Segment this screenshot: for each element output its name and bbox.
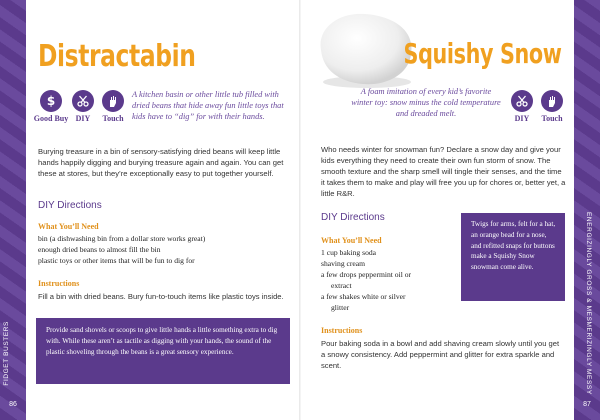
right-page-title: Squishy Snow (403, 37, 562, 70)
right-page (301, 0, 574, 420)
left-instructions: Fill a bin with dried beans. Bury fun-to-touch items like plastic toys inside. (38, 292, 284, 301)
touch-label-right: Touch (541, 114, 563, 123)
diy-label-right: DIY (514, 114, 530, 123)
svg-text:$: $ (46, 94, 56, 108)
right-directions-heading: DIY Directions (321, 212, 385, 223)
hand-icon (545, 94, 559, 108)
dollar-icon (44, 94, 58, 108)
good-buy-label: Good Buy (33, 114, 69, 123)
scissors-icon (515, 94, 529, 108)
touch-badge-left (102, 90, 124, 112)
list-item: plastic toys or other items that will be fun to dig for (38, 256, 195, 265)
diy-badge-right (511, 90, 533, 112)
list-item: enough dried beans to almost fill the bin (38, 245, 161, 254)
list-item: bin (a dishwashing bin from a dollar store works great) (38, 234, 206, 243)
right-need-heading: What You’ll Need (321, 236, 382, 245)
right-intro: Who needs winter for snowman fun? Declare a snow day and give your kids everything they need to create their own fun storm of snow. The smooth texture and the sharp smell will tingle their senses, and the time it takes them to make and play will free you up for chores or, better yet, a little R&R. (321, 145, 566, 198)
diy-label-left: DIY (75, 114, 91, 123)
left-need-list (38, 233, 293, 266)
touch-badge-right (541, 90, 563, 112)
left-need-heading: What You’ll Need (38, 222, 99, 231)
list-item: a few drops peppermint oil or (321, 270, 412, 279)
right-instructions: Pour baking soda in a bowl and add shaving cream slowly until you get a snowy consistency. Add peppermint and glitter for extra sparkle and scent. (321, 339, 560, 370)
right-side-text: ENERGIZINGLY GROSS & MESMERIZINGLY MESSY (585, 212, 592, 395)
list-item: shaving cream (321, 259, 366, 268)
right-page-number: 87 (583, 401, 591, 408)
left-page-title: Distractabin (38, 39, 196, 74)
right-instructions-heading: Instructions (321, 326, 363, 335)
right-edge-band (574, 0, 600, 420)
hand-icon (106, 94, 120, 108)
right-tip-text: Twigs for arms, felt for a hat, an orange bead for a nose, and refitted snaps for buttons make a Squishy Snow snowman come alive. (471, 220, 556, 272)
right-tip-box (461, 213, 565, 301)
left-instructions-heading: Instructions (38, 279, 80, 288)
list-item: a few shakes white or silver (321, 292, 406, 301)
left-directions-heading: DIY Directions (38, 200, 102, 211)
good-buy-badge (40, 90, 62, 112)
left-intro: Burying treasure in a bin of sensory-satisfying dried beans will keep little hands happily digging and burying treasure again and again. You can get these at stores, but they’re exceptionally easy to put together yourself. (38, 147, 284, 178)
right-need-list (321, 247, 451, 313)
touch-label-left: Touch (102, 114, 124, 123)
left-side-text: FIDGET BUSTERS (3, 321, 10, 386)
left-tip-text: Provide sand shovels or scoops to give little hands a little something extra to dig with. While these aren’t as tactile as digging with your hands, the sound of the plastic shoveling through the beans is a great sensory experience. (46, 326, 278, 356)
list-item: glitter (331, 303, 350, 312)
list-item: extract (331, 281, 352, 290)
right-blurb: A foam imitation of every kid’s favorite winter toy: snow minus the cold temperature and dreaded melt. (351, 87, 501, 119)
scissors-icon (76, 94, 90, 108)
list-item: 1 cup baking soda (321, 248, 377, 257)
left-edge-band (0, 0, 26, 420)
diy-badge-left (72, 90, 94, 112)
left-page (26, 0, 299, 420)
left-blurb: A kitchen basin or other little tub filled with dried beans that hide away fun little toys that kids have to “dig” for with their hands. (132, 90, 284, 122)
left-page-number: 86 (9, 401, 17, 408)
left-tip-box (36, 318, 290, 384)
